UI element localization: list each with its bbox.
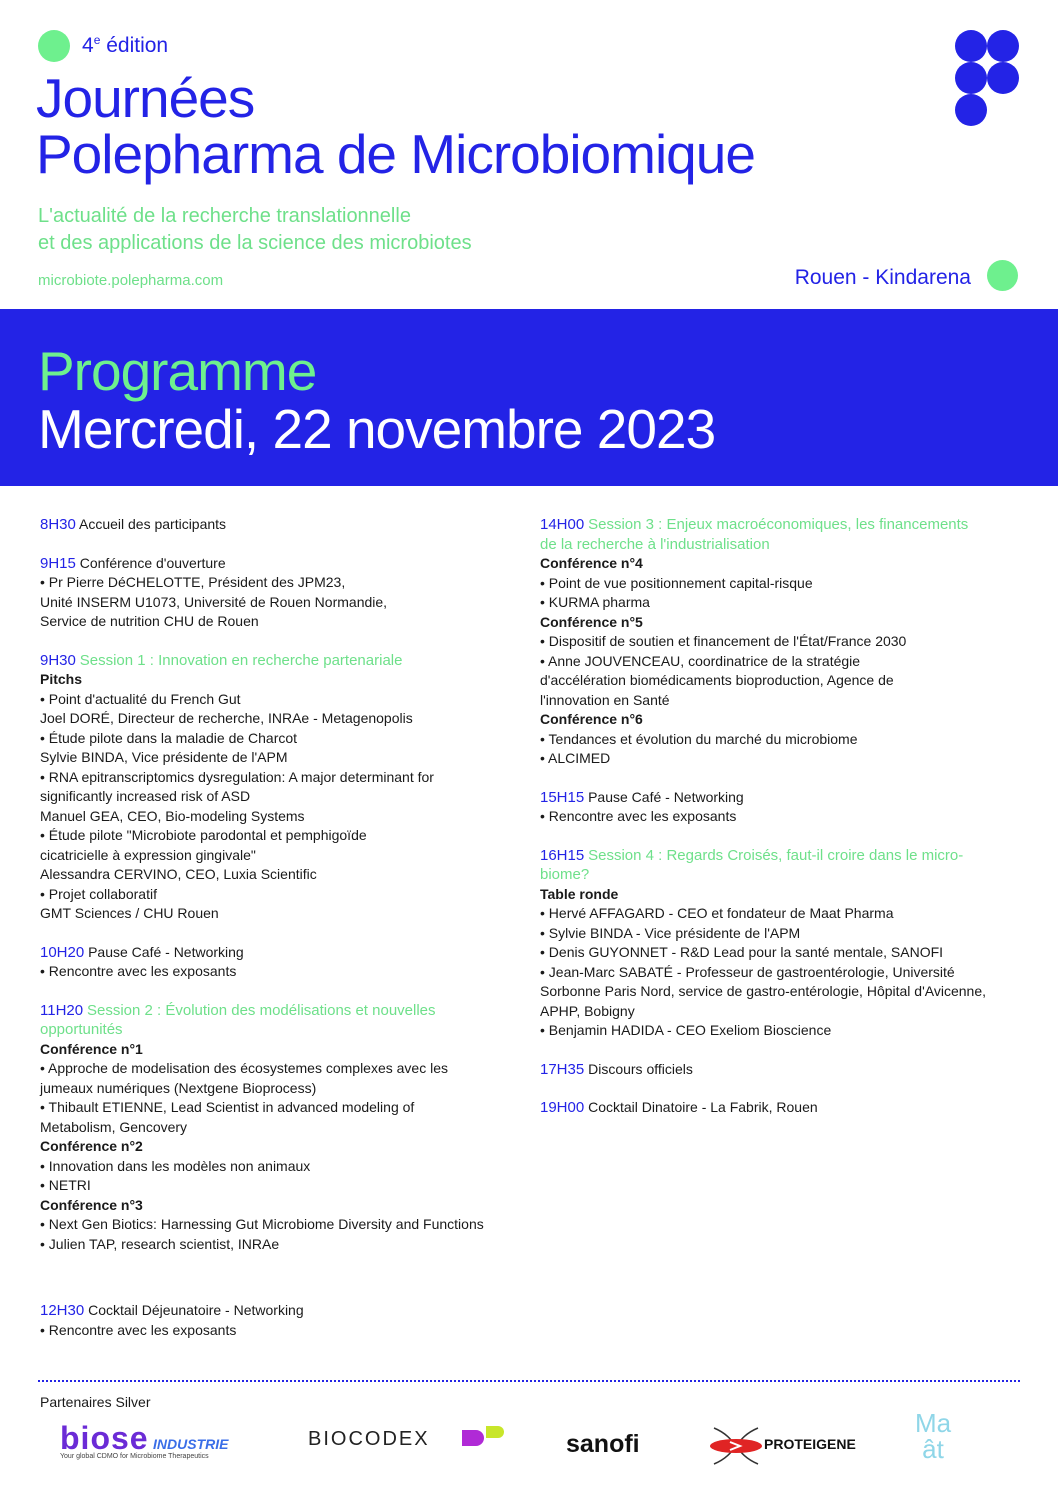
time-label: 10H20 [40,943,85,961]
item-title: Cocktail Dinatoire - La Fabrik, Rouen [588,1099,818,1115]
program-title: Programme [38,340,317,402]
item-line: • Denis GUYONNET - R&D Lead pour la santé mentale, SANOFI [540,944,944,960]
item-line: • Thibault ETIENNE, Lead Scientist in advanced modeling of [40,1099,415,1115]
item-heading: Pitchs [40,671,83,687]
proteigene-logo [708,1426,888,1466]
schedule-item [540,515,1020,769]
item-line: l'innovation en Santé [540,691,670,708]
item-line: • Point d'actualité du French Gut [40,690,241,707]
item-line: d'accélération biomédicaments bioproduction, Agence de [540,672,894,688]
item-line: jumeaux numériques (Nextgene Bioprocess) [40,1079,317,1096]
item-line: • Next Gen Biotics: Harnessing Gut Microbiome Diversity and Functions [40,1216,484,1232]
item-line: • Rencontre avec les exposants [540,808,737,824]
polepharma-logo-icon [953,30,1019,126]
schedule-item [540,846,1020,1041]
item-line: Unité INSERM U1073, Université de Rouen Normandie, [40,593,388,610]
item-line: • Anne JOUVENCEAU, coordinatrice de la stratégie [540,652,861,669]
item-line: Alessandra CERVINO, CEO, Luxia Scientific [40,866,317,882]
sanofi-logo: sanofi [566,1430,640,1458]
item-line: • NETRI [40,1177,91,1193]
session-title-cont: biome? [540,866,590,883]
item-line: • RNA epitranscriptomics dysregulation: A major determinant for [40,768,434,785]
proteigene-logo-word: PROTEIGENE [764,1436,856,1452]
item-line: Sorbonne Paris Nord, service de gastro-entérologie, Hôpital d'Avicenne, [540,983,986,999]
time-label: 17H35 [540,1060,585,1078]
time-label: 14H00 [540,516,585,533]
time-label: 8H30 [40,516,76,533]
biocodex-logo [308,1428,528,1468]
item-line: • Projet collaboratif [40,885,157,902]
schedule-item [540,788,1020,827]
schedule-item [540,1060,1020,1080]
maat-logo [905,1410,961,1470]
edition-dot-icon [38,30,70,62]
item-line: • Benjamin HADIDA - CEO Exeliom Bioscience [540,1022,832,1038]
time-label: 19H00 [540,1099,585,1116]
schedule-right-column [540,515,1020,1137]
time-label: 12H30 [40,1302,85,1319]
biocodex-mark-icon [462,1426,504,1448]
time-label: 15H15 [540,788,585,806]
item-title: Accueil des participants [78,516,227,532]
subtitle-line-2: et des applications de la science des microbiotes [38,232,472,254]
event-subtitle [38,203,472,257]
item-heading: Table ronde [540,885,619,902]
session-title: Session 1 : Innovation en recherche partenariale [79,651,403,669]
website-link[interactable]: microbiote.polepharma.com [38,272,224,289]
item-line: Manuel GEA, CEO, Bio-modeling Systems [40,807,305,824]
item-line: Joel DORÉ, Directeur de recherche, INRAe - Metagenopolis [40,710,413,726]
item-line: significantly increased risk of ASD [40,788,251,804]
item-line: • Étude pilote "Microbiote parodontal et pemphigoïde [40,827,367,843]
time-label: 16H15 [540,846,585,864]
item-heading: Conférence n°1 [40,1040,143,1057]
partners-divider [38,1380,1020,1382]
session-title: Session 4 : Regards Croisés, faut-il croire dans le micro- [588,846,964,864]
item-line: • Julien TAP, research scientist, INRAe [40,1235,280,1252]
schedule-item [40,651,510,924]
biose-logo-industrie: INDUSTRIE [153,1436,229,1452]
event-title [36,67,755,185]
item-line: • ALCIMED [540,750,611,766]
schedule-item [40,554,510,632]
subtitle-line-1: L'actualité de la recherche translationnelle [38,205,411,227]
item-line: • Jean-Marc SABATÉ - Professeur de gastroentérologie, Université [540,963,955,980]
item-title: Cocktail Déjeunatoire - Networking [88,1302,304,1318]
item-line: • Étude pilote dans la maladie de Charcot [40,729,298,746]
item-heading: Conférence n°2 [40,1138,143,1154]
item-line: • Innovation dans les modèles non animaux [40,1157,311,1174]
item-line: • Tendances et évolution du marché du microbiome [540,730,858,747]
schedule-item [40,1301,510,1340]
location-dot-icon [987,260,1018,291]
item-line: • Rencontre avec les exposants [40,1321,237,1338]
item-title: Discours officiels [588,1060,693,1077]
item-line: • KURMA pharma [540,594,650,610]
item-heading: Conférence n°3 [40,1196,143,1213]
item-line: • Point de vue positionnement capital-risque [540,574,813,591]
partners-label: Partenaires Silver [40,1394,151,1410]
schedule-item [40,1001,510,1255]
edition-label: 4e édition [82,33,169,57]
item-line: • Hervé AFFAGARD - CEO et fondateur de Maat Pharma [540,905,894,921]
item-line: • Sylvie BINDA - Vice présidente de l'APM [540,924,801,941]
biose-logo-tagline: Your global CDMO for Microbiome Therapeutics [60,1453,209,1460]
session-title-cont: de la recherche à l'industrialisation [540,535,770,553]
item-heading: Conférence n°4 [540,555,643,571]
item-line: GMT Sciences / CHU Rouen [40,905,219,921]
schedule-item [40,515,510,535]
item-line: • Dispositif de soutien et financement de l'État/France 2030 [540,633,907,649]
maat-logo-line-1: Ma [914,1408,952,1438]
item-line: Service de nutrition CHU de Rouen [40,613,259,629]
location-label: Rouen - Kindarena [794,266,971,289]
item-heading: Conférence n°5 [540,613,643,630]
item-line: Sylvie BINDA, Vice présidente de l'APM [40,749,288,765]
program-banner [0,309,1058,486]
biose-logo [60,1420,270,1470]
session-title-cont: opportunités [40,1021,123,1038]
time-label: 9H30 [40,651,76,669]
item-line: APHP, Bobigny [540,1002,635,1019]
schedule-item [540,1098,1020,1118]
maat-logo-line-2: ât [922,1434,944,1464]
item-title: Conférence d'ouverture [79,554,226,571]
session-title: Session 3 : Enjeux macroéconomiques, les financements [588,516,969,533]
proteigene-helix-icon [708,1426,764,1466]
program-date: Mercredi, 22 novembre 2023 [38,398,716,460]
item-line: cicatricielle à expression gingivale" [40,846,256,863]
item-heading: Conférence n°6 [540,711,643,727]
event-title-line-2: Polepharma de Microbiomique [36,123,755,185]
item-title: Pause Café - Networking [88,943,244,960]
time-label: 9H15 [40,554,76,572]
item-line: • Approche de modelisation des écosystemes complexes avec les [40,1060,449,1076]
schedule-left-column [40,515,510,1359]
time-label: 11H20 [40,1001,84,1019]
item-line: Metabolism, Gencovery [40,1118,188,1135]
item-line: • Rencontre avec les exposants [40,963,237,979]
biose-logo-word: biose [60,1420,149,1456]
biocodex-logo-word: BIOCODEX [308,1428,430,1450]
item-line: • Pr Pierre DéCHELOTTE, Président des JPM23, [40,574,346,590]
session-title: Session 2 : Évolution des modélisations et nouvelles [86,1001,436,1019]
event-title-line-1: Journées [36,67,255,129]
schedule-item [40,943,510,982]
item-title: Pause Café - Networking [588,788,744,805]
